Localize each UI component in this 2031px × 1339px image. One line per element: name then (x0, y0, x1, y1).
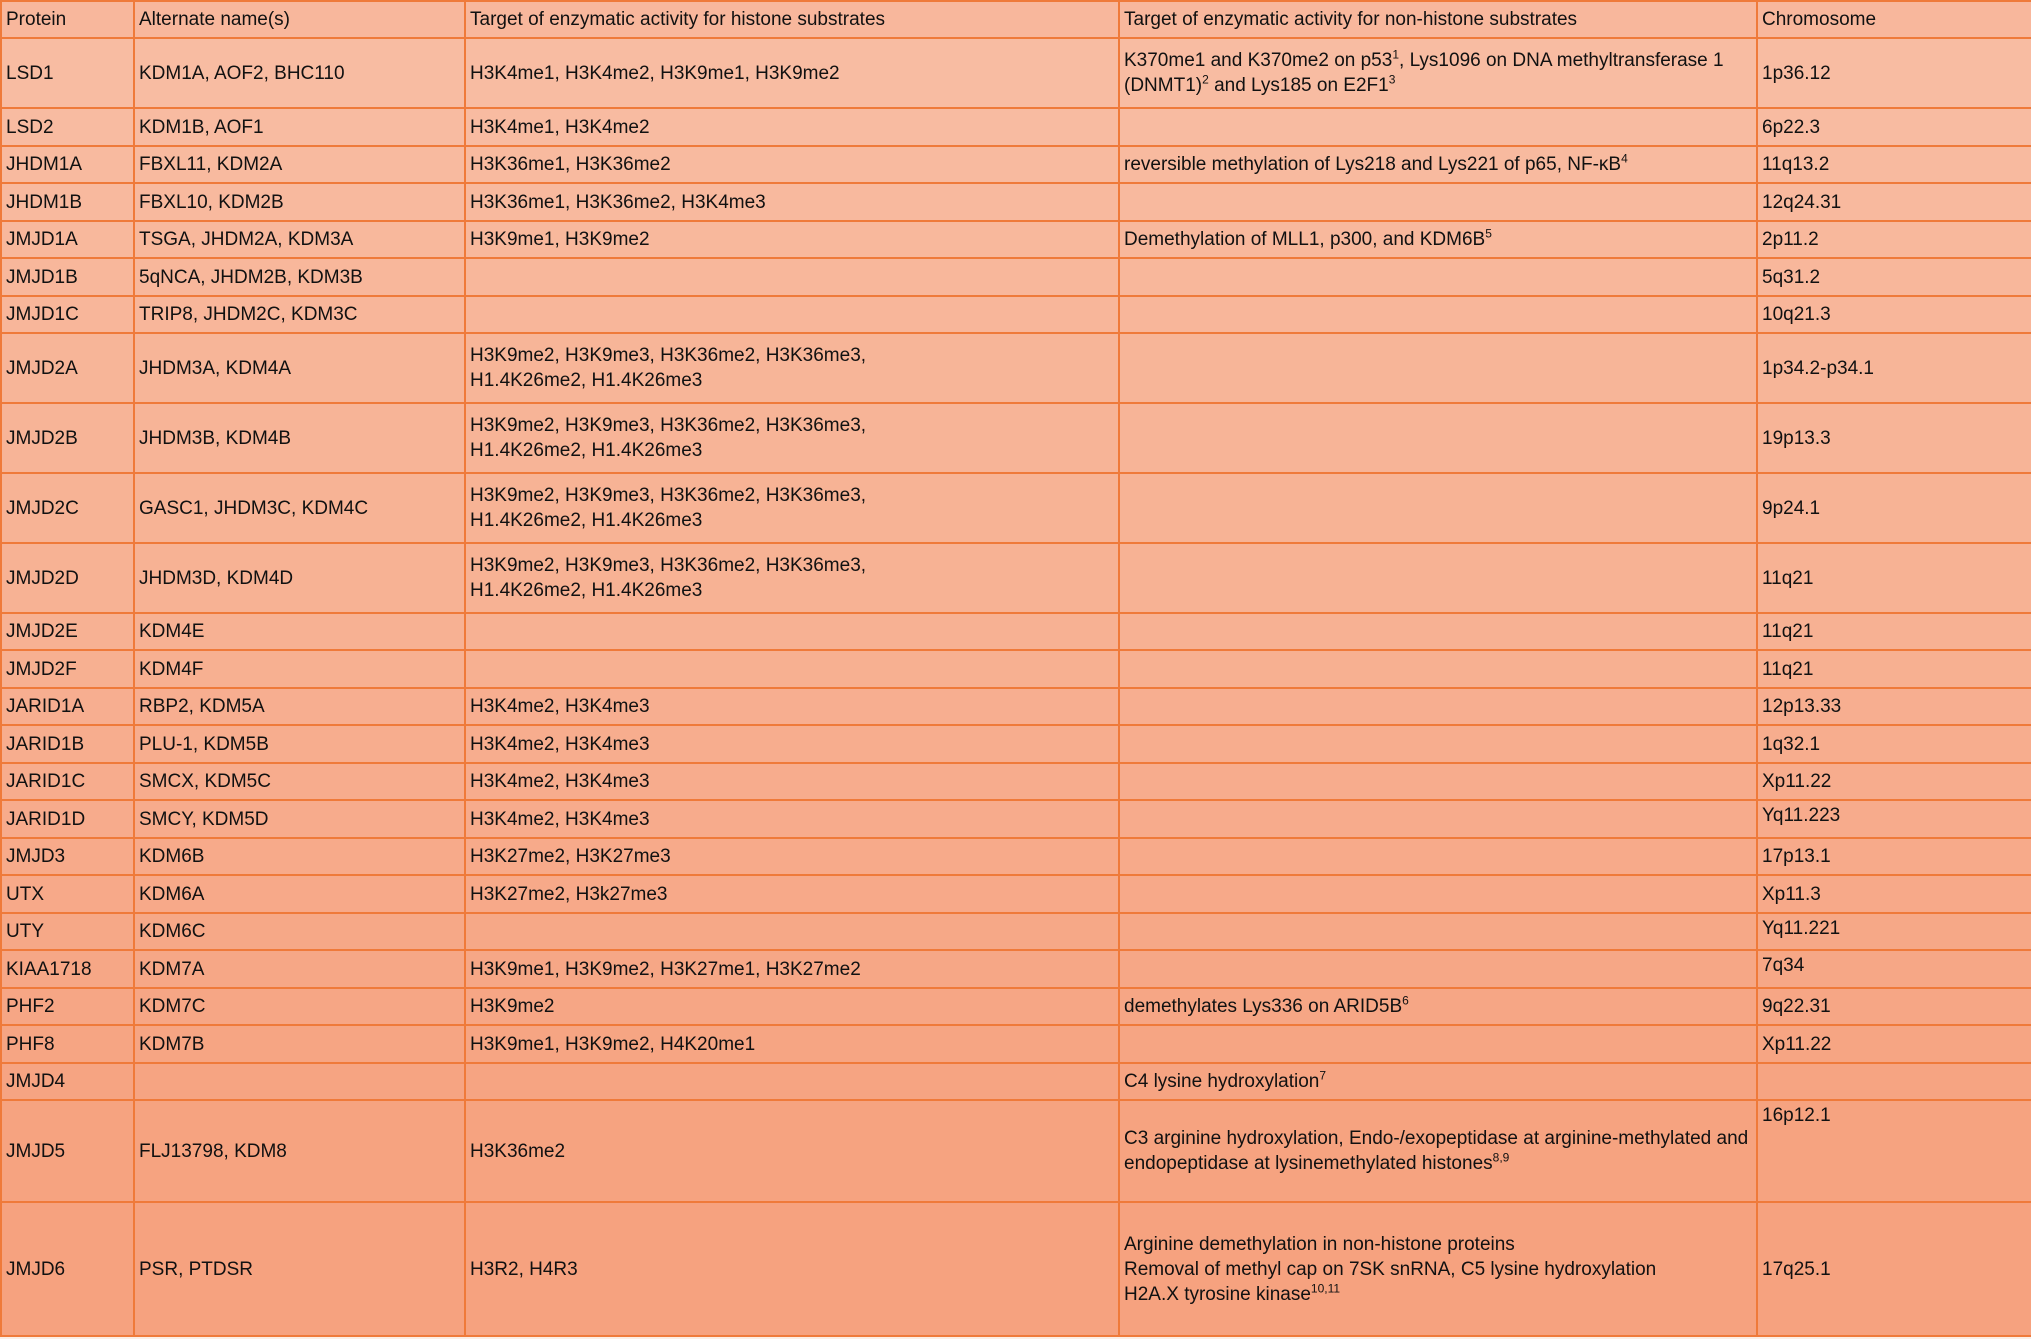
cell-non-histone-targets (1119, 296, 1757, 333)
cell-histone-targets (465, 913, 1119, 950)
table-row (1, 473, 2031, 543)
cell-chromosome: 1p34.2-p34.1 (1757, 333, 2031, 403)
cell-non-histone-targets (1119, 108, 1757, 146)
cell-alternate-names: KDM7A (134, 950, 465, 988)
footnote-ref: 4 (1621, 151, 1628, 166)
cell-alternate-names (134, 1063, 465, 1100)
cell-alternate-names: JHDM3D, KDM4D (134, 543, 465, 613)
cell-chromosome: 11q21 (1757, 543, 2031, 613)
table-row (1, 1025, 2031, 1063)
cell-protein: JMJD5 (1, 1100, 134, 1202)
cell-chromosome (1757, 1063, 2031, 1100)
cell-histone-targets: H3R2, H4R3 (465, 1202, 1119, 1336)
table-body (1, 38, 2031, 1336)
cell-protein: JMJD6 (1, 1202, 134, 1336)
cell-chromosome: 6p22.3 (1757, 108, 2031, 146)
table-row (1, 296, 2031, 333)
header-histone-targets: Target of enzymatic activity for histone substrates (465, 1, 1119, 38)
cell-protein: JMJD2F (1, 650, 134, 688)
cell-alternate-names: SMCY, KDM5D (134, 800, 465, 838)
table-row (1, 875, 2031, 913)
cell-chromosome: 2p11.2 (1757, 221, 2031, 258)
cell-text: C3 arginine hydroxylation, Endo-/exopeptidase at arginine-methylated and endopeptidase at lysinemethylated histones (1124, 1128, 1749, 1174)
cell-chromosome: Yq11.223 (1757, 800, 2031, 838)
cell-chromosome: 12p13.33 (1757, 688, 2031, 725)
cell-protein: JARID1A (1, 688, 134, 725)
table-row (1, 838, 2031, 875)
cell-chromosome: 17p13.1 (1757, 838, 2031, 875)
cell-histone-targets: H3K27me2, H3K27me3 (465, 838, 1119, 875)
cell-chromosome: Xp11.3 (1757, 875, 2031, 913)
cell-histone-targets (465, 1063, 1119, 1100)
cell-protein: JARID1B (1, 725, 134, 763)
table-row (1, 258, 2031, 296)
cell-non-histone-targets (1119, 613, 1757, 650)
cell-histone-targets: H3K4me2, H3K4me3 (465, 763, 1119, 800)
cell-protein: JMJD2C (1, 473, 134, 543)
table-row (1, 800, 2031, 838)
cell-alternate-names: FBXL11, KDM2A (134, 146, 465, 183)
cell-chromosome: 9q22.31 (1757, 988, 2031, 1025)
table-row (1, 763, 2031, 800)
cell-chromosome: 5q31.2 (1757, 258, 2031, 296)
cell-histone-targets: H3K9me2 (465, 988, 1119, 1025)
table-row (1, 725, 2031, 763)
footnote-ref: 7 (1319, 1068, 1327, 1083)
cell-non-histone-targets (1119, 875, 1757, 913)
cell-non-histone-targets (1119, 543, 1757, 613)
cell-chromosome: Xp11.22 (1757, 763, 2031, 800)
cell-non-histone-targets (1119, 1100, 1757, 1202)
table-row (1, 221, 2031, 258)
cell-chromosome: 16p12.1 (1757, 1100, 2031, 1202)
cell-text: C4 lysine hydroxylation (1124, 1071, 1320, 1092)
cell-protein: JMJD3 (1, 838, 134, 875)
footnote-ref: 3 (1388, 72, 1396, 87)
header-protein: Protein (1, 1, 134, 38)
cell-non-histone-targets (1119, 800, 1757, 838)
cell-chromosome: 19p13.3 (1757, 403, 2031, 473)
header-row (1, 1, 2031, 38)
header-alternate-names: Alternate name(s) (134, 1, 465, 38)
cell-alternate-names: KDM7B (134, 1025, 465, 1063)
cell-chromosome: 11q21 (1757, 613, 2031, 650)
cell-non-histone-targets (1119, 763, 1757, 800)
cell-alternate-names: 5qNCA, JHDM2B, KDM3B (134, 258, 465, 296)
cell-non-histone-targets (1119, 1025, 1757, 1063)
cell-non-histone-targets (1119, 146, 1757, 183)
cell-alternate-names: FBXL10, KDM2B (134, 183, 465, 221)
table-row (1, 543, 2031, 613)
cell-histone-targets (465, 296, 1119, 333)
cell-chromosome: 11q13.2 (1757, 146, 2031, 183)
cell-text: reversible methylation of Lys218 and Lys221 of p65, NF-κB (1124, 154, 1622, 175)
table-row (1, 403, 2031, 473)
cell-protein: PHF8 (1, 1025, 134, 1063)
cell-text: and Lys185 on E2F1 (1208, 75, 1389, 96)
cell-chromosome: Xp11.22 (1757, 1025, 2031, 1063)
cell-histone-targets: H3K9me2, H3K9me3, H3K36me2, H3K36me3, H1.4K26me2, H1.4K26me3 (465, 543, 1119, 613)
cell-histone-targets (465, 258, 1119, 296)
cell-non-histone-targets (1119, 38, 1757, 108)
cell-histone-targets: H3K9me2, H3K9me3, H3K36me2, H3K36me3, H1.4K26me2, H1.4K26me3 (465, 403, 1119, 473)
cell-protein: JMJD1C (1, 296, 134, 333)
cell-protein: LSD2 (1, 108, 134, 146)
cell-alternate-names: GASC1, JHDM3C, KDM4C (134, 473, 465, 543)
cell-alternate-names: KDM6A (134, 875, 465, 913)
cell-histone-targets: H3K4me2, H3K4me3 (465, 688, 1119, 725)
cell-protein: JMJD1A (1, 221, 134, 258)
cell-non-histone-targets (1119, 725, 1757, 763)
cell-protein: LSD1 (1, 38, 134, 108)
table-row (1, 613, 2031, 650)
footnote-ref: 1 (1392, 47, 1400, 62)
table-row (1, 1100, 2031, 1202)
cell-chromosome: 1p36.12 (1757, 38, 2031, 108)
table-row (1, 1063, 2031, 1100)
cell-non-histone-targets (1119, 1202, 1757, 1336)
cell-text: demethylates Lys336 on ARID5B (1124, 996, 1403, 1017)
cell-alternate-names: TRIP8, JHDM2C, KDM3C (134, 296, 465, 333)
cell-histone-targets: H3K36me1, H3K36me2, H3K4me3 (465, 183, 1119, 221)
cell-histone-targets (465, 650, 1119, 688)
cell-non-histone-targets (1119, 333, 1757, 403)
cell-protein: JARID1C (1, 763, 134, 800)
header-non-histone-targets: Target of enzymatic activity for non-histone substrates (1119, 1, 1757, 38)
cell-alternate-names: SMCX, KDM5C (134, 763, 465, 800)
cell-alternate-names: RBP2, KDM5A (134, 688, 465, 725)
cell-text: Demethylation of MLL1, p300, and KDM6B (1124, 229, 1486, 250)
cell-chromosome: 7q34 (1757, 950, 2031, 988)
cell-protein: JMJD2D (1, 543, 134, 613)
cell-protein: JMJD4 (1, 1063, 134, 1100)
cell-histone-targets: H3K9me1, H3K9me2 (465, 221, 1119, 258)
cell-chromosome: 11q21 (1757, 650, 2031, 688)
cell-non-histone-targets (1119, 473, 1757, 543)
table-row (1, 988, 2031, 1025)
cell-histone-targets: H3K9me2, H3K9me3, H3K36me2, H3K36me3, H1.4K26me2, H1.4K26me3 (465, 333, 1119, 403)
cell-protein: JHDM1B (1, 183, 134, 221)
cell-protein: UTX (1, 875, 134, 913)
cell-protein: JMJD2E (1, 613, 134, 650)
cell-non-histone-targets (1119, 1063, 1757, 1100)
cell-text: , Lys1096 on DNA methyltransferase 1 (DNMT1) (1124, 50, 1724, 96)
cell-protein: KIAA1718 (1, 950, 134, 988)
table-row (1, 688, 2031, 725)
cell-alternate-names: KDM1A, AOF2, BHC110 (134, 38, 465, 108)
cell-alternate-names: JHDM3A, KDM4A (134, 333, 465, 403)
cell-chromosome: 1q32.1 (1757, 725, 2031, 763)
cell-histone-targets: H3K9me1, H3K9me2, H3K27me1, H3K27me2 (465, 950, 1119, 988)
cell-non-histone-targets (1119, 988, 1757, 1025)
cell-alternate-names: TSGA, JHDM2A, KDM3A (134, 221, 465, 258)
cell-non-histone-targets (1119, 221, 1757, 258)
cell-histone-targets: H3K36me1, H3K36me2 (465, 146, 1119, 183)
cell-histone-targets: H3K4me1, H3K4me2 (465, 108, 1119, 146)
cell-non-histone-targets (1119, 403, 1757, 473)
cell-chromosome: 9p24.1 (1757, 473, 2031, 543)
cell-non-histone-targets (1119, 950, 1757, 988)
cell-alternate-names: PSR, PTDSR (134, 1202, 465, 1336)
table-row (1, 333, 2031, 403)
cell-text: Arginine demethylation in non-histone proteins Removal of methyl cap on 7SK snRNA, C5 lysine hydroxylation H2A.X tyrosine kinase (1124, 1233, 1657, 1305)
cell-alternate-names: KDM7C (134, 988, 465, 1025)
cell-alternate-names: PLU-1, KDM5B (134, 725, 465, 763)
table-row (1, 913, 2031, 950)
cell-histone-targets: H3K36me2 (465, 1100, 1119, 1202)
cell-protein: JMJD2B (1, 403, 134, 473)
cell-non-histone-targets (1119, 913, 1757, 950)
cell-protein: PHF2 (1, 988, 134, 1025)
cell-chromosome: Yq11.221 (1757, 913, 2031, 950)
cell-alternate-names: KDM6C (134, 913, 465, 950)
cell-histone-targets: H3K4me2, H3K4me3 (465, 725, 1119, 763)
table-row (1, 146, 2031, 183)
table-row (1, 183, 2031, 221)
cell-non-histone-targets (1119, 650, 1757, 688)
cell-alternate-names: KDM4F (134, 650, 465, 688)
footnote-ref: 8,9 (1492, 1150, 1510, 1165)
cell-histone-targets (465, 613, 1119, 650)
cell-protein: JMJD1B (1, 258, 134, 296)
cell-chromosome: 10q21.3 (1757, 296, 2031, 333)
cell-protein: JHDM1A (1, 146, 134, 183)
cell-alternate-names: KDM6B (134, 838, 465, 875)
cell-alternate-names: KDM1B, AOF1 (134, 108, 465, 146)
cell-non-histone-targets (1119, 258, 1757, 296)
table-row (1, 650, 2031, 688)
table-row (1, 108, 2031, 146)
cell-chromosome: 12q24.31 (1757, 183, 2031, 221)
table-row (1, 1202, 2031, 1336)
cell-non-histone-targets (1119, 183, 1757, 221)
cell-protein: JARID1D (1, 800, 134, 838)
cell-non-histone-targets (1119, 838, 1757, 875)
header-chromosome: Chromosome (1757, 1, 2031, 38)
cell-histone-targets: H3K4me2, H3K4me3 (465, 800, 1119, 838)
cell-alternate-names: JHDM3B, KDM4B (134, 403, 465, 473)
cell-histone-targets: H3K9me2, H3K9me3, H3K36me2, H3K36me3, H1.4K26me2, H1.4K26me3 (465, 473, 1119, 543)
table-row (1, 950, 2031, 988)
cell-non-histone-targets (1119, 688, 1757, 725)
cell-protein: UTY (1, 913, 134, 950)
footnote-ref: 10,11 (1310, 1281, 1341, 1296)
cell-protein: JMJD2A (1, 333, 134, 403)
footnote-ref: 6 (1402, 993, 1409, 1008)
table-row (1, 38, 2031, 108)
footnote-ref: 2 (1202, 72, 1209, 87)
cell-alternate-names: KDM4E (134, 613, 465, 650)
cell-histone-targets: H3K9me1, H3K9me2, H4K20me1 (465, 1025, 1119, 1063)
cell-alternate-names: FLJ13798, KDM8 (134, 1100, 465, 1202)
cell-chromosome: 17q25.1 (1757, 1202, 2031, 1336)
cell-histone-targets: H3K27me2, H3k27me3 (465, 875, 1119, 913)
cell-text: K370me1 and K370me2 on p53 (1124, 50, 1393, 71)
footnote-ref: 5 (1485, 226, 1492, 241)
cell-histone-targets: H3K4me1, H3K4me2, H3K9me1, H3K9me2 (465, 38, 1119, 108)
